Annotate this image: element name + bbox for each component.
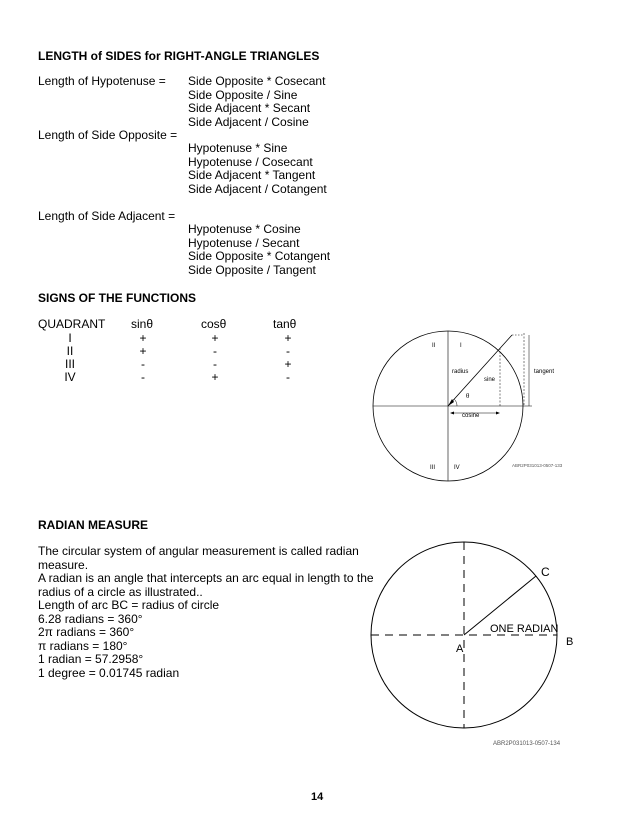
label-a: A — [456, 643, 464, 655]
page-number: 14 — [311, 791, 324, 803]
radius-label: radius — [452, 369, 469, 375]
section-title-signs: SIGNS OF THE FUNCTIONS — [38, 291, 197, 305]
paragraph-line: π radians = 180° — [38, 638, 128, 653]
cosine-arrow-left-icon — [450, 412, 454, 415]
section-title-radian: RADIAN MEASURE — [38, 518, 149, 532]
opposite-label: Length of Side Opposite = — [38, 128, 178, 142]
paragraph-line: A radian is an angle that intercepts an arc equal in length to the — [38, 571, 374, 585]
sign-cell: + — [211, 331, 219, 345]
paragraph-line: 1 radian = 57.2958° — [38, 652, 144, 666]
cos-column — [205, 332, 225, 384]
formula-line: Hypotenuse / Cosecant — [188, 154, 313, 169]
sign-cell: - — [213, 344, 217, 358]
paragraph-line: Length of arc BC = radius of circle — [38, 598, 220, 612]
formula-line: Side Adjacent / Cosine — [188, 114, 309, 129]
header-sin: sinθ — [131, 317, 154, 331]
section-title-sides: LENGTH of SIDES for RIGHT-ANGLE TRIANGLES — [38, 49, 320, 63]
sign-cell: + — [284, 357, 292, 371]
header-tan: tanθ — [273, 317, 297, 331]
sign-cell: - — [286, 344, 290, 358]
sign-cell: + — [139, 344, 147, 358]
formula-line: Hypotenuse * Sine — [188, 141, 288, 155]
quadrant-cell: II — [66, 344, 74, 358]
adjacent-formulas — [188, 223, 330, 277]
header-cos: cosθ — [201, 317, 227, 331]
tangent-label: tangent — [534, 369, 555, 375]
formula-line: Side Adjacent * Tangent — [188, 168, 316, 182]
figure-code-134: ABR2P031013-0507-134 — [493, 741, 561, 747]
quadrant-cell: IV — [64, 370, 76, 384]
quadrant-label-iv: IV — [454, 465, 460, 471]
sign-cell: - — [286, 370, 290, 384]
formula-line: Hypotenuse / Secant — [188, 235, 300, 250]
hypotenuse-formulas — [188, 75, 325, 129]
paragraph-line: 6.28 radians = 360° — [38, 611, 143, 626]
label-c: C — [541, 565, 550, 579]
cosine-arrow-right-icon — [496, 412, 500, 415]
tan-column — [278, 332, 298, 384]
formula-line: Side Opposite * Cotangent — [188, 249, 331, 263]
formula-line: Side Adjacent / Cotangent — [188, 181, 327, 196]
sine-label: sine — [484, 377, 496, 383]
sin-column — [133, 332, 153, 384]
paragraph-line: measure. — [38, 557, 89, 572]
formula-line: Side Opposite / Tangent — [188, 262, 316, 277]
theta-label: θ — [466, 392, 470, 400]
theta-arc — [454, 399, 457, 406]
paragraph-line: The circular system of angular measurement is called radian — [38, 544, 359, 558]
unit-circle-diagram — [360, 325, 570, 485]
figure-code-133: ABR2P031013-0507-133 — [512, 463, 563, 468]
sign-cell: + — [284, 331, 292, 345]
sign-cell: + — [139, 331, 147, 345]
header-quadrant: QUADRANT — [38, 317, 106, 331]
radian-diagram — [365, 535, 585, 735]
formula-line: Hypotenuse * Cosine — [188, 222, 301, 236]
quadrant-column — [55, 332, 85, 384]
quadrant-label-i: I — [460, 343, 462, 349]
formula-line: Side Opposite / Sine — [188, 87, 298, 102]
paragraph-line: 1 degree = 0.01745 radian — [38, 665, 180, 680]
quadrant-label-iii: III — [430, 465, 436, 471]
label-b: B — [566, 636, 574, 648]
sign-cell: - — [141, 370, 145, 384]
cosine-label: cosine — [462, 413, 480, 419]
quadrant-label-ii: II — [432, 343, 436, 349]
formula-line: Side Opposite * Cosecant — [188, 74, 326, 88]
paragraph-line: 2π radians = 360° — [38, 625, 135, 639]
quadrant-cell: III — [64, 357, 75, 371]
opposite-formulas — [188, 142, 327, 196]
quadrant-cell: I — [68, 331, 72, 345]
sign-cell: - — [213, 357, 217, 371]
radian-paragraph — [38, 545, 374, 680]
paragraph-line: radius of a circle as illustrated.. — [38, 584, 203, 599]
adjacent-label: Length of Side Adjacent = — [38, 209, 176, 223]
hypotenuse-label: Length of Hypotenuse = — [38, 74, 166, 88]
formula-line: Side Adjacent * Secant — [188, 101, 311, 115]
sign-cell: - — [141, 357, 145, 371]
one-radian-label: ONE RADIAN — [490, 623, 559, 635]
sign-cell: + — [211, 370, 219, 384]
